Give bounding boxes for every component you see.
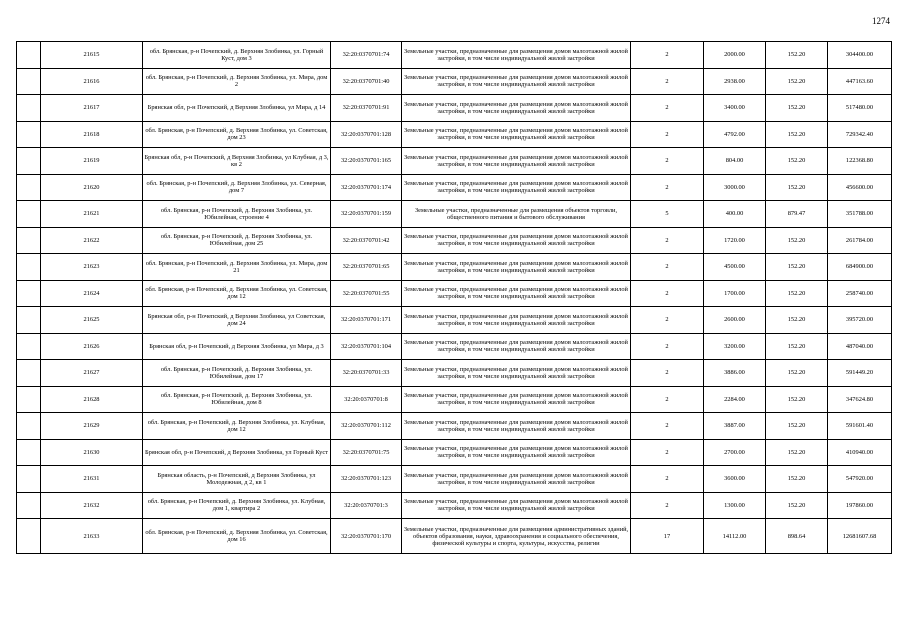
cadastral-number-cell: 32:20:0370701:165 <box>331 148 402 175</box>
row-marker-cell <box>17 174 41 201</box>
table-row <box>17 492 892 519</box>
row-number-cell: 21631 <box>41 466 143 493</box>
use-code-cell: 2 <box>631 386 704 413</box>
rate-cell: 152.20 <box>766 227 828 254</box>
land-use-cell: Земельные участки, предназначенные для размещения домов малоэтажной жилой застройки, в том числе индивидуальной жилой застройки <box>402 121 631 148</box>
row-marker-cell <box>17 466 41 493</box>
row-number-cell: 21621 <box>41 201 143 228</box>
area-cell: 3600.00 <box>704 466 766 493</box>
cadastral-value-cell: 517480.00 <box>828 95 892 122</box>
cadastral-number-cell: 32:20:0370701:171 <box>331 307 402 334</box>
table-row <box>17 333 892 360</box>
rate-cell: 152.20 <box>766 492 828 519</box>
row-marker-cell <box>17 121 41 148</box>
table-row <box>17 201 892 228</box>
table-row <box>17 413 892 440</box>
row-marker-cell <box>17 439 41 466</box>
use-code-cell: 17 <box>631 519 704 554</box>
use-code-cell: 2 <box>631 466 704 493</box>
cadastral-value-cell: 261784.00 <box>828 227 892 254</box>
cadastral-number-cell: 32:20:0370701:55 <box>331 280 402 307</box>
use-code-cell: 2 <box>631 413 704 440</box>
cadastral-value-cell: 347624.80 <box>828 386 892 413</box>
rate-cell: 152.20 <box>766 174 828 201</box>
cadastral-number-cell: 32:20:0370701:91 <box>331 95 402 122</box>
land-use-cell: Земельные участки, предназначенные для размещения домов малоэтажной жилой застройки, в том числе индивидуальной жилой застройки <box>402 148 631 175</box>
area-cell: 14112.00 <box>704 519 766 554</box>
table-row <box>17 148 892 175</box>
use-code-cell: 2 <box>631 360 704 387</box>
cadastral-value-cell: 729342.40 <box>828 121 892 148</box>
address-cell: Брянская обл, р-н Почепский, д Верхняя Злобинка, ул Горный Куст <box>143 439 331 466</box>
area-cell: 3000.00 <box>704 174 766 201</box>
rate-cell: 152.20 <box>766 307 828 334</box>
row-marker-cell <box>17 492 41 519</box>
land-use-cell: Земельные участки, предназначенные для размещения домов малоэтажной жилой застройки, в том числе индивидуальной жилой застройки <box>402 227 631 254</box>
row-number-cell: 21633 <box>41 519 143 554</box>
cadastral-number-cell: 32:20:0370701:74 <box>331 42 402 69</box>
row-number-cell: 21615 <box>41 42 143 69</box>
row-marker-cell <box>17 95 41 122</box>
land-use-cell: Земельные участки, предназначенные для размещения домов малоэтажной жилой застройки, в том числе индивидуальной жилой застройки <box>402 333 631 360</box>
cadastral-number-cell: 32:20:0370701:8 <box>331 386 402 413</box>
row-number-cell: 21620 <box>41 174 143 201</box>
row-marker-cell <box>17 227 41 254</box>
address-cell: обл. Брянская, р-н Почепский, д. Верхняя Злобинка, ул. Северная, дом 7 <box>143 174 331 201</box>
cadastral-value-cell: 122368.80 <box>828 148 892 175</box>
area-cell: 2600.00 <box>704 307 766 334</box>
cadastral-number-cell: 32:20:0370701:42 <box>331 227 402 254</box>
row-number-cell: 21617 <box>41 95 143 122</box>
table-row <box>17 227 892 254</box>
use-code-cell: 2 <box>631 227 704 254</box>
cadastral-number-cell: 32:20:0370701:112 <box>331 413 402 440</box>
area-cell: 3886.00 <box>704 360 766 387</box>
area-cell: 3400.00 <box>704 95 766 122</box>
table-row <box>17 519 892 554</box>
cadastral-number-cell: 32:20:0370701:3 <box>331 492 402 519</box>
rate-cell: 152.20 <box>766 95 828 122</box>
area-cell: 2938.00 <box>704 68 766 95</box>
address-cell: обл. Брянская, р-н Почепский, д. Верхняя Злобинка, ул. Мира, дом 21 <box>143 254 331 281</box>
cadastral-number-cell: 32:20:0370701:174 <box>331 174 402 201</box>
use-code-cell: 2 <box>631 68 704 95</box>
cadastral-number-cell: 32:20:0370701:123 <box>331 466 402 493</box>
table-row <box>17 254 892 281</box>
area-cell: 2000.00 <box>704 42 766 69</box>
cadastral-number-cell: 32:20:0370701:159 <box>331 201 402 228</box>
row-marker-cell <box>17 307 41 334</box>
use-code-cell: 2 <box>631 307 704 334</box>
use-code-cell: 2 <box>631 95 704 122</box>
row-marker-cell <box>17 201 41 228</box>
land-use-cell: Земельные участки, предназначенные для размещения домов малоэтажной жилой застройки, в том числе индивидуальной жилой застройки <box>402 386 631 413</box>
cadastral-number-cell: 32:20:0370701:75 <box>331 439 402 466</box>
cadastral-value-cell: 410940.00 <box>828 439 892 466</box>
rate-cell: 879.47 <box>766 201 828 228</box>
land-use-cell: Земельные участки, предназначенные для размещения домов малоэтажной жилой застройки, в том числе индивидуальной жилой застройки <box>402 68 631 95</box>
row-marker-cell <box>17 68 41 95</box>
land-use-cell: Земельные участки, предназначенные для размещения домов малоэтажной жилой застройки, в том числе индивидуальной жилой застройки <box>402 307 631 334</box>
table-row <box>17 386 892 413</box>
row-marker-cell <box>17 42 41 69</box>
cadastral-number-cell: 32:20:0370701:104 <box>331 333 402 360</box>
use-code-cell: 2 <box>631 280 704 307</box>
table-row <box>17 439 892 466</box>
rate-cell: 152.20 <box>766 68 828 95</box>
cadastral-value-cell: 591601.40 <box>828 413 892 440</box>
land-use-cell: Земельные участки, предназначенные для размещения административных зданий, объектов образования, науки, здравоохранения и социального обеспечения, физической культуры и спорта, культуры, искусства, религии <box>402 519 631 554</box>
area-cell: 400.00 <box>704 201 766 228</box>
rate-cell: 152.20 <box>766 439 828 466</box>
address-cell: Брянская обл, р-н Почепский, д Верхняя Злобинка, ул Мира, д 14 <box>143 95 331 122</box>
address-cell: обл. Брянская, р-н Почепский, д. Верхняя Злобинка, ул. Юбилейная, строение 4 <box>143 201 331 228</box>
cadastral-number-cell: 32:20:0370701:33 <box>331 360 402 387</box>
land-use-cell: Земельные участки, предназначенные для размещения домов малоэтажной жилой застройки, в том числе индивидуальной жилой застройки <box>402 95 631 122</box>
cadastral-value-cell: 258740.00 <box>828 280 892 307</box>
address-cell: обл. Брянская, р-н Почепский, д. Верхняя Злобинка, ул. Юбилейная, дом 8 <box>143 386 331 413</box>
use-code-cell: 2 <box>631 148 704 175</box>
row-number-cell: 21632 <box>41 492 143 519</box>
row-number-cell: 21629 <box>41 413 143 440</box>
cadastral-value-cell: 591449.20 <box>828 360 892 387</box>
rate-cell: 152.20 <box>766 413 828 440</box>
table-row <box>17 360 892 387</box>
table-row <box>17 307 892 334</box>
land-use-cell: Земельные участки, предназначенные для размещения домов малоэтажной жилой застройки, в том числе индивидуальной жилой застройки <box>402 42 631 69</box>
rate-cell: 152.20 <box>766 148 828 175</box>
row-number-cell: 21623 <box>41 254 143 281</box>
address-cell: обл. Брянская, р-н Почепский, д. Верхняя Злобинка, ул. Горный Куст, дом 3 <box>143 42 331 69</box>
address-cell: обл. Брянская, р-н Почепский, д. Верхняя Злобинка, ул. Клубная, дом 12 <box>143 413 331 440</box>
row-number-cell: 21626 <box>41 333 143 360</box>
address-cell: Брянская обл, р-н Почепский, д Верхняя Злобинка, ул Клубная, д 3, кв 2 <box>143 148 331 175</box>
cadastral-value-cell: 351788.00 <box>828 201 892 228</box>
area-cell: 2284.00 <box>704 386 766 413</box>
row-number-cell: 21616 <box>41 68 143 95</box>
area-cell: 1700.00 <box>704 280 766 307</box>
area-cell: 1300.00 <box>704 492 766 519</box>
land-use-cell: Земельные участки, предназначенные для размещения объектов торговли, общественного питания и бытового обслуживания <box>402 201 631 228</box>
row-number-cell: 21618 <box>41 121 143 148</box>
area-cell: 4500.00 <box>704 254 766 281</box>
cadastral-value-cell: 547920.00 <box>828 466 892 493</box>
row-marker-cell <box>17 386 41 413</box>
area-cell: 4792.00 <box>704 121 766 148</box>
use-code-cell: 2 <box>631 42 704 69</box>
row-number-cell: 21624 <box>41 280 143 307</box>
rate-cell: 152.20 <box>766 333 828 360</box>
rate-cell: 152.20 <box>766 121 828 148</box>
row-marker-cell <box>17 280 41 307</box>
row-number-cell: 21619 <box>41 148 143 175</box>
rate-cell: 152.20 <box>766 42 828 69</box>
table-body <box>17 42 892 554</box>
address-cell: обл. Брянская, р-н Почепский, д. Верхняя Злобинка, ул. Клубная, дом 1, квартира 2 <box>143 492 331 519</box>
cadastral-value-cell: 447163.60 <box>828 68 892 95</box>
land-use-cell: Земельные участки, предназначенные для размещения домов малоэтажной жилой застройки, в том числе индивидуальной жилой застройки <box>402 492 631 519</box>
use-code-cell: 2 <box>631 439 704 466</box>
row-marker-cell <box>17 413 41 440</box>
area-cell: 1720.00 <box>704 227 766 254</box>
cadastral-number-cell: 32:20:0370701:128 <box>331 121 402 148</box>
table-row <box>17 95 892 122</box>
address-cell: обл. Брянская, р-н Почепский, д. Верхняя Злобинка, ул. Юбилейная, дом 17 <box>143 360 331 387</box>
table-row <box>17 174 892 201</box>
table-row <box>17 466 892 493</box>
cadastral-value-cell: 304400.00 <box>828 42 892 69</box>
land-use-cell: Земельные участки, предназначенные для размещения домов малоэтажной жилой застройки, в том числе индивидуальной жилой застройки <box>402 254 631 281</box>
address-cell: Брянская область, р-н Почепский, д Верхняя Злобинка, ул Молодежная, д 2, кв 1 <box>143 466 331 493</box>
row-marker-cell <box>17 360 41 387</box>
table-row <box>17 280 892 307</box>
cadastral-number-cell: 32:20:0370701:40 <box>331 68 402 95</box>
area-cell: 804.00 <box>704 148 766 175</box>
address-cell: Брянская обл, р-н Почепский, д Верхняя Злобинка, ул Советская, дом 24 <box>143 307 331 334</box>
rate-cell: 152.20 <box>766 466 828 493</box>
land-use-cell: Земельные участки, предназначенные для размещения домов малоэтажной жилой застройки, в том числе индивидуальной жилой застройки <box>402 280 631 307</box>
row-marker-cell <box>17 333 41 360</box>
cadastral-value-cell: 395720.00 <box>828 307 892 334</box>
cadastral-value-cell: 456600.00 <box>828 174 892 201</box>
cadastral-value-cell: 197860.00 <box>828 492 892 519</box>
use-code-cell: 2 <box>631 121 704 148</box>
use-code-cell: 2 <box>631 174 704 201</box>
area-cell: 3887.00 <box>704 413 766 440</box>
rate-cell: 152.20 <box>766 386 828 413</box>
use-code-cell: 2 <box>631 254 704 281</box>
address-cell: обл. Брянская, р-н Почепский, д. Верхняя Злобинка, ул. Юбилейная, дом 25 <box>143 227 331 254</box>
rate-cell: 152.20 <box>766 280 828 307</box>
table-row <box>17 68 892 95</box>
row-marker-cell <box>17 254 41 281</box>
table-row <box>17 121 892 148</box>
land-use-cell: Земельные участки, предназначенные для размещения домов малоэтажной жилой застройки, в том числе индивидуальной жилой застройки <box>402 466 631 493</box>
cadastral-value-cell: 487040.00 <box>828 333 892 360</box>
address-cell: обл. Брянская, р-н Почепский, д. Верхняя Злобинка, ул. Советская, дом 16 <box>143 519 331 554</box>
land-use-cell: Земельные участки, предназначенные для размещения домов малоэтажной жилой застройки, в том числе индивидуальной жилой застройки <box>402 413 631 440</box>
use-code-cell: 5 <box>631 201 704 228</box>
land-use-cell: Земельные участки, предназначенные для размещения домов малоэтажной жилой застройки, в том числе индивидуальной жилой застройки <box>402 174 631 201</box>
row-number-cell: 21630 <box>41 439 143 466</box>
cadastral-value-cell: 12681607.68 <box>828 519 892 554</box>
row-number-cell: 21627 <box>41 360 143 387</box>
address-cell: обл. Брянская, р-н Почепский, д. Верхняя Злобинка, ул. Советская, дом 23 <box>143 121 331 148</box>
page-number: 1274 <box>872 16 890 26</box>
area-cell: 2700.00 <box>704 439 766 466</box>
land-use-cell: Земельные участки, предназначенные для размещения домов малоэтажной жилой застройки, в том числе индивидуальной жилой застройки <box>402 360 631 387</box>
row-number-cell: 21625 <box>41 307 143 334</box>
address-cell: Брянская обл, р-н Почепский, д Верхняя Злобинка, ул Мира, д 3 <box>143 333 331 360</box>
table-row <box>17 42 892 69</box>
cadastral-value-cell: 684900.00 <box>828 254 892 281</box>
cadastral-number-cell: 32:20:0370701:170 <box>331 519 402 554</box>
area-cell: 3200.00 <box>704 333 766 360</box>
rate-cell: 898.64 <box>766 519 828 554</box>
row-marker-cell <box>17 148 41 175</box>
cadastral-number-cell: 32:20:0370701:65 <box>331 254 402 281</box>
use-code-cell: 2 <box>631 492 704 519</box>
rate-cell: 152.20 <box>766 254 828 281</box>
row-marker-cell <box>17 519 41 554</box>
address-cell: обл. Брянская, р-н Почепский, д. Верхняя Злобинка, ул. Мира, дом 2 <box>143 68 331 95</box>
use-code-cell: 2 <box>631 333 704 360</box>
row-number-cell: 21622 <box>41 227 143 254</box>
row-number-cell: 21628 <box>41 386 143 413</box>
rate-cell: 152.20 <box>766 360 828 387</box>
address-cell: обл. Брянская, р-н Почепский, д. Верхняя Злобинка, ул. Советская, дом 12 <box>143 280 331 307</box>
cadastral-value-table <box>16 41 892 554</box>
land-use-cell: Земельные участки, предназначенные для размещения домов малоэтажной жилой застройки, в том числе индивидуальной жилой застройки <box>402 439 631 466</box>
